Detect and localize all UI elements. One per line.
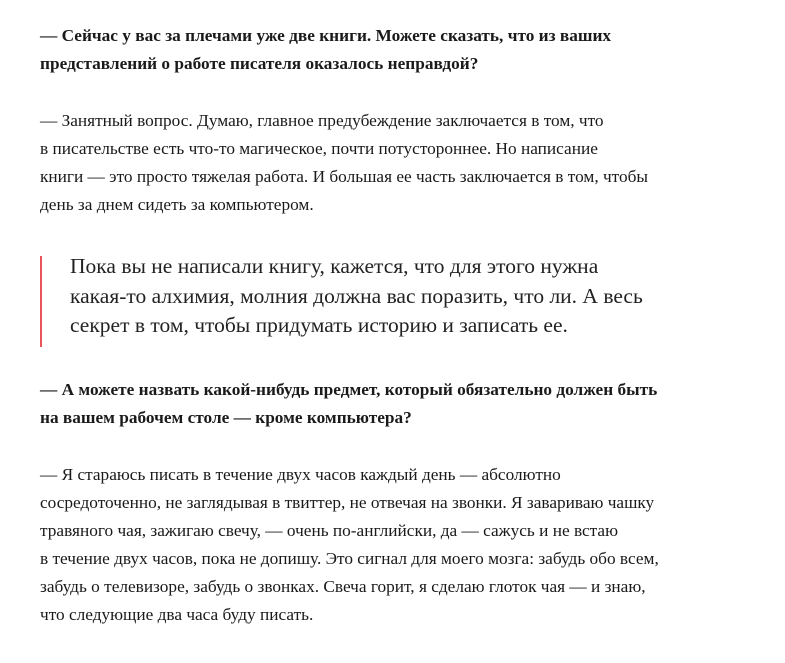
text-line: день за днем сидеть за компьютером. bbox=[40, 195, 314, 214]
interview-question-2 bbox=[40, 376, 775, 432]
pull-quote bbox=[40, 252, 775, 341]
text-line: в течение двух часов, пока не допишу. Это сигнал для моего мозга: забудь обо всем, bbox=[40, 548, 659, 568]
text-line: представлений о работе писателя оказалось неправдой? bbox=[40, 54, 479, 73]
text-line: в писательстве есть что-то магическое, почти потустороннее. Но написание bbox=[40, 139, 598, 158]
quote-line: Пока вы не написали книгу, кажется, что для этого нужна bbox=[70, 254, 599, 278]
text-line: что следующие два часа буду писать. bbox=[40, 604, 314, 624]
article-body bbox=[40, 22, 775, 629]
text-line: сосредоточенно, не заглядывая в твиттер, не отвечая на звонки. Я завариваю чашку bbox=[40, 492, 655, 512]
quote-line: секрет в том, чтобы придумать историю и записать ее. bbox=[70, 313, 568, 337]
text-line: — А можете назвать какой-нибудь предмет, который обязательно должен быть bbox=[40, 379, 658, 399]
quote-accent-bar bbox=[40, 256, 42, 347]
text-line: — Я стараюсь писать в течение двух часов каждый день — абсолютно bbox=[40, 464, 561, 484]
text-line: травяного чая, зажигаю свечу, — очень по-английски, да — сажусь и не встаю bbox=[40, 520, 619, 540]
text-line: — Занятный вопрос. Думаю, главное предубеждение заключается в том, что bbox=[40, 111, 604, 130]
text-line: забудь о телевизоре, забудь о звонках. Свеча горит, я сделаю глоток чая — и знаю, bbox=[40, 576, 646, 596]
text-line: на вашем рабочем столе — кроме компьютера? bbox=[40, 407, 412, 427]
text-line: книги — это просто тяжелая работа. И большая ее часть заключается в том, чтобы bbox=[40, 167, 649, 186]
quote-line: какая-то алхимия, молния должна вас поразить, что ли. А весь bbox=[70, 283, 643, 308]
interview-answer-2 bbox=[40, 461, 775, 629]
interview-answer-1 bbox=[40, 107, 775, 219]
text-line: — Сейчас у вас за плечами уже две книги. Можете сказать, что из ваших bbox=[40, 26, 612, 45]
interview-question-1 bbox=[40, 22, 775, 78]
